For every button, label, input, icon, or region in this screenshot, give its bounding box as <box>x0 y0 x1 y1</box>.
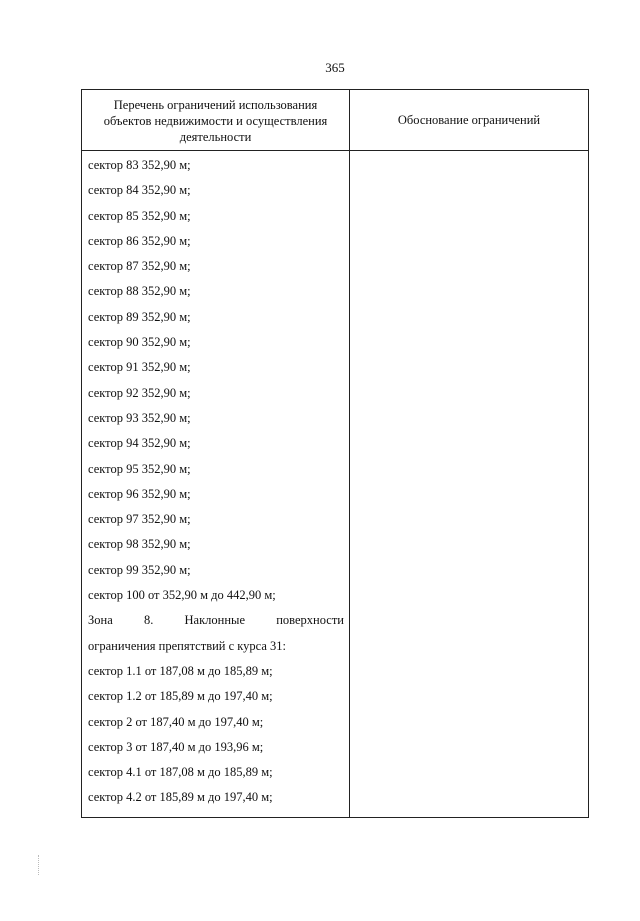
zone-word: 8. <box>143 613 154 628</box>
table-row: сектор 1.1 от 187,08 м до 185,89 м; <box>88 663 273 678</box>
header-justification: Обоснование ограничений <box>397 113 541 127</box>
table-row: сектор 93 352,90 м; <box>88 410 191 425</box>
table-row: сектор 85 352,90 м; <box>88 208 191 223</box>
table-row: сектор 87 352,90 м; <box>88 259 191 274</box>
zone-word: Наклонные <box>184 613 245 628</box>
header-left-line: Перечень ограничений использования <box>113 98 318 112</box>
zone-word: поверхности <box>276 613 344 628</box>
zone-heading-continuation: ограничения препятствий с курса 31: <box>88 638 287 653</box>
table-row: сектор 91 352,90 м; <box>88 360 191 375</box>
zone-word: Зона <box>88 613 113 628</box>
table-row: сектор 83 352,90 м; <box>88 158 191 172</box>
table-row: сектор 88 352,90 м; <box>88 284 191 299</box>
column-divider <box>349 90 350 817</box>
table-row: сектор 2 от 187,40 м до 197,40 м; <box>88 714 264 729</box>
table-row: сектор 3 от 187,40 м до 193,96 м; <box>88 739 264 754</box>
table-row: сектор 94 352,90 м; <box>88 436 191 451</box>
table-row: сектор 100 от 352,90 м до 442,90 м; <box>88 588 276 603</box>
table-row: сектор 86 352,90 м; <box>88 233 191 248</box>
table-row: сектор 4.2 от 185,89 м до 197,40 м; <box>88 790 273 805</box>
page-number: 365 <box>325 60 345 75</box>
zone-heading-line <box>88 612 344 637</box>
header-left-line: деятельности <box>179 130 252 144</box>
table-row: сектор 92 352,90 м; <box>88 385 191 400</box>
table-row: сектор 1.2 от 185,89 м до 197,40 м; <box>88 689 273 704</box>
table-row: сектор 90 352,90 м; <box>88 335 191 350</box>
header-left-line: объектов недвижимости и осуществления <box>103 114 328 128</box>
scan-artifact <box>38 855 40 875</box>
table-header <box>82 90 588 151</box>
table-row: сектор 99 352,90 м; <box>88 562 191 577</box>
restrictions-table <box>81 89 589 818</box>
table-row: сектор 4.1 от 187,08 м до 185,89 м; <box>88 765 273 780</box>
table-row: сектор 95 352,90 м; <box>88 461 191 476</box>
restrictions-column <box>88 157 344 815</box>
table-row: сектор 98 352,90 м; <box>88 537 191 552</box>
table-row: сектор 97 352,90 м; <box>88 512 191 527</box>
table-row: сектор 84 352,90 м; <box>88 183 191 198</box>
table-row: сектор 96 352,90 м; <box>88 486 191 501</box>
header-restrictions-list <box>82 97 349 145</box>
table-row: сектор 89 352,90 м; <box>88 309 191 324</box>
